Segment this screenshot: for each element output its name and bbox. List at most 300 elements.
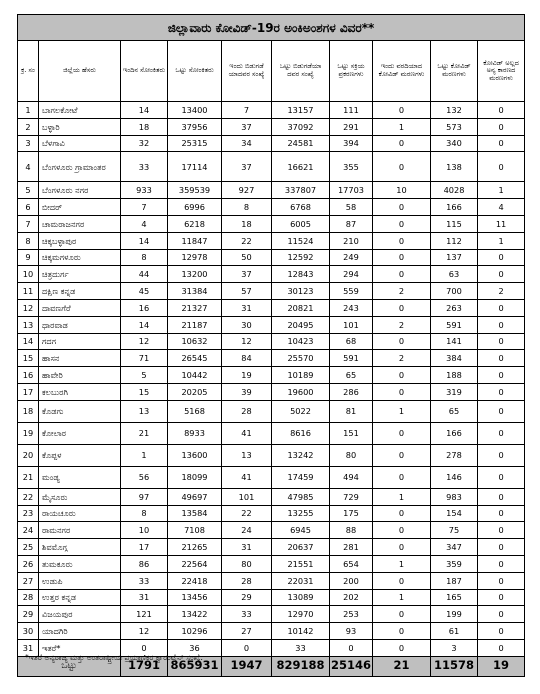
value-cell: 281	[330, 539, 373, 556]
value-cell: 25315	[168, 135, 222, 152]
value-cell: 49697	[168, 488, 222, 505]
value-cell: 0	[373, 367, 431, 384]
value-cell: 0	[373, 249, 431, 266]
table-row	[18, 572, 525, 589]
table-row	[18, 350, 525, 367]
serial-cell: 15	[18, 350, 39, 367]
value-cell: 359539	[168, 182, 222, 199]
value-cell: 249	[330, 249, 373, 266]
value-cell: 28	[222, 400, 272, 422]
value-cell: 6218	[168, 215, 222, 232]
value-cell: 0	[478, 266, 525, 283]
value-cell: 84	[222, 350, 272, 367]
district-name-cell: ಬೆಂಗಳೂರು ನಗರ	[39, 182, 121, 199]
footnote: *ಇತರೆ ಅನ್ಯರಾಜ್ಯ ಮತ್ತು ಅಂತರಾಷ್ಟ್ರೀಯ ಪ್ರಯಾಣಿಕರ ಕ್ವಾರಂಟೈನ್ ಸಂಖ್ಯೆ.	[25, 653, 203, 662]
value-cell: 0	[373, 199, 431, 216]
value-cell: 0	[373, 135, 431, 152]
column-header: ಒಟ್ಟು ಕೋವಿಡ್ ಮರಣಗಳು	[431, 41, 478, 102]
value-cell: 253	[330, 606, 373, 623]
table-row	[18, 232, 525, 249]
district-name-cell: ದಕ್ಷಿಣ ಕನ್ನಡ	[39, 283, 121, 300]
column-header: ಇಂದು ಬಿಡುಗಡೆ ಯಾದವರ ಸಂಖ್ಯೆ	[222, 41, 272, 102]
district-name-cell: ಚಾಮರಾಜನಗರ	[39, 215, 121, 232]
column-header-row	[18, 41, 525, 102]
value-cell: 17114	[168, 152, 222, 182]
district-name-cell: ತುಮಕೂರು	[39, 555, 121, 572]
serial-cell: 29	[18, 606, 39, 623]
value-cell: 13157	[272, 102, 330, 119]
column-header: ಜಿಲ್ಲೆಯ ಹೆಸರು	[39, 41, 121, 102]
table-row	[18, 367, 525, 384]
district-name-cell: ಹಾವೇರಿ	[39, 367, 121, 384]
value-cell: 340	[431, 135, 478, 152]
value-cell: 2	[373, 283, 431, 300]
district-name-cell: ಉತ್ತರ ಕನ್ನಡ	[39, 589, 121, 606]
value-cell: 0	[478, 488, 525, 505]
table-title: ಜಿಲ್ಲಾವಾರು ಕೋವಿಡ್-19ರ ಅಂಕಿಅಂಶಗಳ ವಿವರ**	[18, 15, 525, 41]
total-value-cell: 19	[478, 656, 525, 676]
value-cell: 20821	[272, 299, 330, 316]
table-row	[18, 422, 525, 444]
value-cell: 0	[478, 505, 525, 522]
value-cell: 1	[373, 488, 431, 505]
value-cell: 0	[222, 639, 272, 656]
value-cell: 359	[431, 555, 478, 572]
value-cell: 0	[373, 266, 431, 283]
total-value-cell: 829188	[272, 656, 330, 676]
value-cell: 0	[373, 623, 431, 640]
value-cell: 1	[373, 589, 431, 606]
value-cell: 8	[121, 249, 168, 266]
value-cell: 0	[478, 444, 525, 466]
serial-cell: 21	[18, 466, 39, 488]
value-cell: 12592	[272, 249, 330, 266]
serial-cell: 2	[18, 118, 39, 135]
value-cell: 0	[373, 572, 431, 589]
value-cell: 44	[121, 266, 168, 283]
table-row	[18, 283, 525, 300]
district-name-cell: ರಾಯಚೂರು	[39, 505, 121, 522]
value-cell: 0	[478, 639, 525, 656]
value-cell: 93	[330, 623, 373, 640]
value-cell: 13	[121, 400, 168, 422]
value-cell: 0	[478, 333, 525, 350]
column-header: ಒಟ್ಟು ಬಿಡುಗಡೆಯಾ ದವರ ಸಂಖ್ಯೆ	[272, 41, 330, 102]
value-cell: 33	[222, 606, 272, 623]
table-row	[18, 488, 525, 505]
value-cell: 10296	[168, 623, 222, 640]
value-cell: 32	[121, 135, 168, 152]
value-cell: 37092	[272, 118, 330, 135]
value-cell: 56	[121, 466, 168, 488]
value-cell: 13200	[168, 266, 222, 283]
value-cell: 4	[121, 215, 168, 232]
table-body	[18, 102, 525, 657]
value-cell: 0	[373, 422, 431, 444]
value-cell: 0	[330, 639, 373, 656]
total-value-cell: 1791	[121, 656, 168, 676]
value-cell: 7	[121, 199, 168, 216]
value-cell: 8	[121, 505, 168, 522]
district-name-cell: ಗದಗ	[39, 333, 121, 350]
table-row	[18, 466, 525, 488]
serial-cell: 13	[18, 316, 39, 333]
serial-cell: 28	[18, 589, 39, 606]
value-cell: 26545	[168, 350, 222, 367]
value-cell: 15	[121, 383, 168, 400]
table-row	[18, 199, 525, 216]
serial-cell: 7	[18, 215, 39, 232]
value-cell: 31	[222, 299, 272, 316]
total-value-cell: 865931	[168, 656, 222, 676]
value-cell: 13242	[272, 444, 330, 466]
value-cell: 0	[478, 135, 525, 152]
value-cell: 34	[222, 135, 272, 152]
value-cell: 28	[222, 572, 272, 589]
value-cell: 7108	[168, 522, 222, 539]
table-row	[18, 522, 525, 539]
table-row	[18, 589, 525, 606]
value-cell: 22564	[168, 555, 222, 572]
value-cell: 10632	[168, 333, 222, 350]
value-cell: 81	[330, 400, 373, 422]
value-cell: 16621	[272, 152, 330, 182]
value-cell: 27	[222, 623, 272, 640]
value-cell: 22	[222, 232, 272, 249]
table-row	[18, 316, 525, 333]
value-cell: 559	[330, 283, 373, 300]
serial-cell: 9	[18, 249, 39, 266]
value-cell: 983	[431, 488, 478, 505]
serial-cell: 4	[18, 152, 39, 182]
value-cell: 0	[478, 539, 525, 556]
value-cell: 8616	[272, 422, 330, 444]
value-cell: 137	[431, 249, 478, 266]
value-cell: 591	[330, 350, 373, 367]
district-name-cell: ಮಂಡ್ಯ	[39, 466, 121, 488]
value-cell: 291	[330, 118, 373, 135]
value-cell: 10442	[168, 367, 222, 384]
serial-cell: 11	[18, 283, 39, 300]
value-cell: 13600	[168, 444, 222, 466]
value-cell: 11524	[272, 232, 330, 249]
table-row	[18, 182, 525, 199]
value-cell: 21551	[272, 555, 330, 572]
value-cell: 13422	[168, 606, 222, 623]
serial-cell: 10	[18, 266, 39, 283]
value-cell: 175	[330, 505, 373, 522]
value-cell: 18099	[168, 466, 222, 488]
value-cell: 29	[222, 589, 272, 606]
value-cell: 21265	[168, 539, 222, 556]
value-cell: 21	[121, 422, 168, 444]
value-cell: 12843	[272, 266, 330, 283]
table-row	[18, 299, 525, 316]
value-cell: 347	[431, 539, 478, 556]
serial-cell: 3	[18, 135, 39, 152]
total-value-cell: 11578	[431, 656, 478, 676]
value-cell: 0	[478, 316, 525, 333]
value-cell: 165	[431, 589, 478, 606]
value-cell: 146	[431, 466, 478, 488]
table-row	[18, 444, 525, 466]
column-header: ಇಂದಿನ ಸೋಂಕಿತರು	[121, 41, 168, 102]
value-cell: 188	[431, 367, 478, 384]
value-cell: 0	[373, 299, 431, 316]
value-cell: 1	[373, 555, 431, 572]
value-cell: 0	[121, 639, 168, 656]
value-cell: 8	[222, 199, 272, 216]
value-cell: 12970	[272, 606, 330, 623]
table-row	[18, 539, 525, 556]
serial-cell: 25	[18, 539, 39, 556]
serial-cell: 26	[18, 555, 39, 572]
value-cell: 14	[121, 232, 168, 249]
district-name-cell: ಶಿವಮೊಗ್ಗ	[39, 539, 121, 556]
serial-cell: 24	[18, 522, 39, 539]
value-cell: 37	[222, 266, 272, 283]
value-cell: 3	[431, 639, 478, 656]
serial-cell: 30	[18, 623, 39, 640]
value-cell: 0	[478, 383, 525, 400]
serial-cell: 20	[18, 444, 39, 466]
value-cell: 0	[478, 623, 525, 640]
serial-cell: 14	[18, 333, 39, 350]
value-cell: 65	[330, 367, 373, 384]
value-cell: 45	[121, 283, 168, 300]
value-cell: 0	[373, 606, 431, 623]
value-cell: 97	[121, 488, 168, 505]
table-row	[18, 555, 525, 572]
value-cell: 0	[478, 118, 525, 135]
value-cell: 1	[373, 118, 431, 135]
value-cell: 591	[431, 316, 478, 333]
value-cell: 7	[222, 102, 272, 119]
district-name-cell: ಹಾಸನ	[39, 350, 121, 367]
value-cell: 17703	[330, 182, 373, 199]
value-cell: 17459	[272, 466, 330, 488]
value-cell: 31384	[168, 283, 222, 300]
table-row	[18, 135, 525, 152]
serial-cell: 1	[18, 102, 39, 119]
value-cell: 101	[222, 488, 272, 505]
value-cell: 6996	[168, 199, 222, 216]
serial-cell: 22	[18, 488, 39, 505]
value-cell: 10	[121, 522, 168, 539]
value-cell: 13089	[272, 589, 330, 606]
district-name-cell: ಚಿತ್ರದುರ್ಗ	[39, 266, 121, 283]
value-cell: 10189	[272, 367, 330, 384]
value-cell: 384	[431, 350, 478, 367]
table-row	[18, 215, 525, 232]
value-cell: 87	[330, 215, 373, 232]
district-name-cell: ಧಾರವಾಡ	[39, 316, 121, 333]
value-cell: 31	[121, 589, 168, 606]
value-cell: 0	[478, 522, 525, 539]
value-cell: 12	[121, 333, 168, 350]
value-cell: 0	[478, 152, 525, 182]
table-row	[18, 118, 525, 135]
value-cell: 0	[373, 444, 431, 466]
value-cell: 11847	[168, 232, 222, 249]
value-cell: 0	[373, 505, 431, 522]
value-cell: 6005	[272, 215, 330, 232]
value-cell: 294	[330, 266, 373, 283]
value-cell: 101	[330, 316, 373, 333]
value-cell: 4	[478, 199, 525, 216]
value-cell: 33	[272, 639, 330, 656]
value-cell: 243	[330, 299, 373, 316]
table-row	[18, 606, 525, 623]
table-row	[18, 383, 525, 400]
value-cell: 1	[121, 444, 168, 466]
value-cell: 141	[431, 333, 478, 350]
serial-cell: 27	[18, 572, 39, 589]
value-cell: 18	[121, 118, 168, 135]
value-cell: 20495	[272, 316, 330, 333]
value-cell: 13456	[168, 589, 222, 606]
total-label: ಒಟ್ಟು	[18, 656, 121, 676]
value-cell: 71	[121, 350, 168, 367]
value-cell: 6768	[272, 199, 330, 216]
value-cell: 166	[431, 422, 478, 444]
value-cell: 41	[222, 466, 272, 488]
value-cell: 13584	[168, 505, 222, 522]
value-cell: 20637	[272, 539, 330, 556]
value-cell: 33	[121, 572, 168, 589]
value-cell: 20205	[168, 383, 222, 400]
value-cell: 22	[222, 505, 272, 522]
value-cell: 210	[330, 232, 373, 249]
value-cell: 57	[222, 283, 272, 300]
district-name-cell: ಯಾದಗಿರಿ	[39, 623, 121, 640]
serial-cell: 19	[18, 422, 39, 444]
value-cell: 86	[121, 555, 168, 572]
value-cell: 278	[431, 444, 478, 466]
serial-cell: 6	[18, 199, 39, 216]
value-cell: 1	[478, 182, 525, 199]
district-name-cell: ಚಿಕ್ಕಬಳ್ಳಾಪುರ	[39, 232, 121, 249]
column-header: ಒಟ್ಟು ಸೋಂಕಿತರು	[168, 41, 222, 102]
value-cell: 0	[373, 522, 431, 539]
column-header: ಕ್ರ. ಸಂ	[18, 41, 39, 102]
value-cell: 0	[373, 383, 431, 400]
district-name-cell: ಕಲಬುರಗಿ	[39, 383, 121, 400]
table-row	[18, 623, 525, 640]
value-cell: 494	[330, 466, 373, 488]
value-cell: 22418	[168, 572, 222, 589]
district-name-cell: ದಾವಣಗೆರೆ	[39, 299, 121, 316]
value-cell: 19600	[272, 383, 330, 400]
value-cell: 0	[478, 589, 525, 606]
value-cell: 0	[373, 232, 431, 249]
value-cell: 132	[431, 102, 478, 119]
value-cell: 13255	[272, 505, 330, 522]
value-cell: 199	[431, 606, 478, 623]
value-cell: 19	[222, 367, 272, 384]
value-cell: 1	[373, 400, 431, 422]
value-cell: 121	[121, 606, 168, 623]
value-cell: 394	[330, 135, 373, 152]
district-name-cell: ರಾಮನಗರ	[39, 522, 121, 539]
value-cell: 10142	[272, 623, 330, 640]
value-cell: 24581	[272, 135, 330, 152]
value-cell: 58	[330, 199, 373, 216]
value-cell: 12978	[168, 249, 222, 266]
serial-cell: 18	[18, 400, 39, 422]
value-cell: 21327	[168, 299, 222, 316]
total-value-cell: 25146	[330, 656, 373, 676]
value-cell: 31	[222, 539, 272, 556]
total-value-cell: 21	[373, 656, 431, 676]
serial-cell: 5	[18, 182, 39, 199]
district-name-cell: ಬೀದರ್	[39, 199, 121, 216]
value-cell: 0	[373, 539, 431, 556]
value-cell: 0	[478, 400, 525, 422]
value-cell: 0	[478, 422, 525, 444]
value-cell: 0	[373, 639, 431, 656]
column-header: ಕೋವಿಡ್ ಅಲ್ಲದ ಅನ್ಯ ಕಾರಣದ ಮರಣಗಳು	[478, 41, 525, 102]
value-cell: 0	[373, 152, 431, 182]
value-cell: 33	[121, 152, 168, 182]
value-cell: 61	[431, 623, 478, 640]
value-cell: 263	[431, 299, 478, 316]
value-cell: 37956	[168, 118, 222, 135]
value-cell: 573	[431, 118, 478, 135]
value-cell: 2	[373, 350, 431, 367]
value-cell: 36	[168, 639, 222, 656]
value-cell: 13400	[168, 102, 222, 119]
stats-sheet	[17, 14, 524, 677]
value-cell: 41	[222, 422, 272, 444]
value-cell: 8933	[168, 422, 222, 444]
value-cell: 68	[330, 333, 373, 350]
value-cell: 729	[330, 488, 373, 505]
value-cell: 0	[478, 102, 525, 119]
value-cell: 25570	[272, 350, 330, 367]
value-cell: 115	[431, 215, 478, 232]
value-cell: 138	[431, 152, 478, 182]
value-cell: 0	[478, 466, 525, 488]
value-cell: 0	[478, 367, 525, 384]
value-cell: 337807	[272, 182, 330, 199]
value-cell: 65	[431, 400, 478, 422]
value-cell: 1	[478, 232, 525, 249]
value-cell: 0	[478, 555, 525, 572]
district-name-cell: ಕೊಡಗು	[39, 400, 121, 422]
value-cell: 6945	[272, 522, 330, 539]
district-name-cell: ಉಡುಪಿ	[39, 572, 121, 589]
serial-cell: 8	[18, 232, 39, 249]
value-cell: 0	[478, 572, 525, 589]
value-cell: 39	[222, 383, 272, 400]
value-cell: 17	[121, 539, 168, 556]
value-cell: 13	[222, 444, 272, 466]
value-cell: 4028	[431, 182, 478, 199]
value-cell: 50	[222, 249, 272, 266]
serial-cell: 31	[18, 639, 39, 656]
value-cell: 355	[330, 152, 373, 182]
district-name-cell: ಇತರೆ*	[39, 639, 121, 656]
value-cell: 0	[373, 102, 431, 119]
value-cell: 47985	[272, 488, 330, 505]
value-cell: 22031	[272, 572, 330, 589]
value-cell: 14	[121, 102, 168, 119]
value-cell: 80	[222, 555, 272, 572]
serial-cell: 12	[18, 299, 39, 316]
value-cell: 10	[373, 182, 431, 199]
value-cell: 80	[330, 444, 373, 466]
